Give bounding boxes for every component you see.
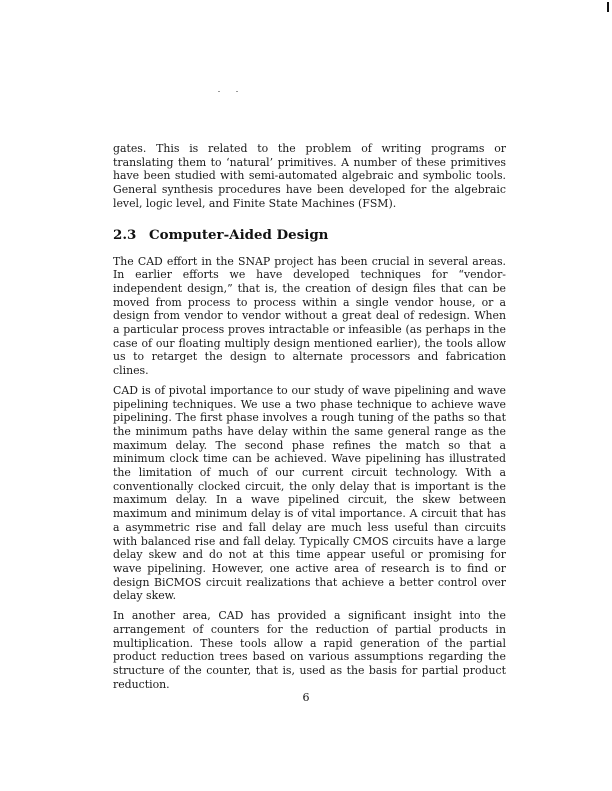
scan-speck xyxy=(218,91,220,92)
section-title: Computer-Aided Design xyxy=(149,226,329,243)
page-body xyxy=(113,142,506,697)
scan-edge-mark xyxy=(607,2,609,12)
section-heading xyxy=(113,227,506,243)
page-number: 6 xyxy=(302,691,310,704)
paragraph: The CAD effort in the SNAP project has been crucial in several areas. In earlier efforts we have developed techniques for “vendor-independent design,” that is, the creation of design files that can be moved from process to process within a single vendor house, or a design from vendor to vendor without a great deal of redesign. When a particular process proves intractable or infeasible (as perhaps in the case of our floating multiply design mentioned earlier), the tools allow us to retarget the design to alternate processors and fabrication clines. xyxy=(113,254,506,378)
section-number: 2.3 xyxy=(113,226,137,243)
paragraph: In another area, CAD has provided a significant insight into the arrangement of counters for the reduction of partial products in multiplication. These tools allow a rapid generation of the partial product reduction trees based on various assumptions regarding the structure of the counter, that is, used as the basis for partial product reduction. xyxy=(113,609,506,691)
scan-speck xyxy=(236,91,238,92)
paragraph-continued: gates. This is related to the problem of writing programs or translating them to ‘natural’ primitives. A number of these primitives have been studied with semi-automated algebraic and symbolic tools. General synthesis procedures have been developed for the algebraic level, logic level, and Finite State Machines (FSM). xyxy=(113,142,506,210)
paragraph: CAD is of pivotal importance to our study of wave pipelining and wave pipelining techniques. We use a two phase technique to achieve wave pipelining. The first phase involves a rough tuning of the paths so that the minimum paths have delay within the same general range as the maximum delay. The second phase refines the match so that a minimum clock time can be achieved. Wave pipelining has illustrated the limitation of much of our current circuit technology. With a conventionally clocked circuit, the only delay that is important is the maximum delay. In a wave pipelined circuit, the skew between maximum and minimum delay is of vital importance. A circuit that has a asymmetric rise and fall delay are much less useful than circuits with balanced rise and fall delay. Typically CMOS circuits have a large delay skew and do not at this time appear useful or promising for wave pipelining. However, one active area of research is to find or design BiCMOS circuit realizations that achieve a better control over delay skew. xyxy=(113,383,506,603)
